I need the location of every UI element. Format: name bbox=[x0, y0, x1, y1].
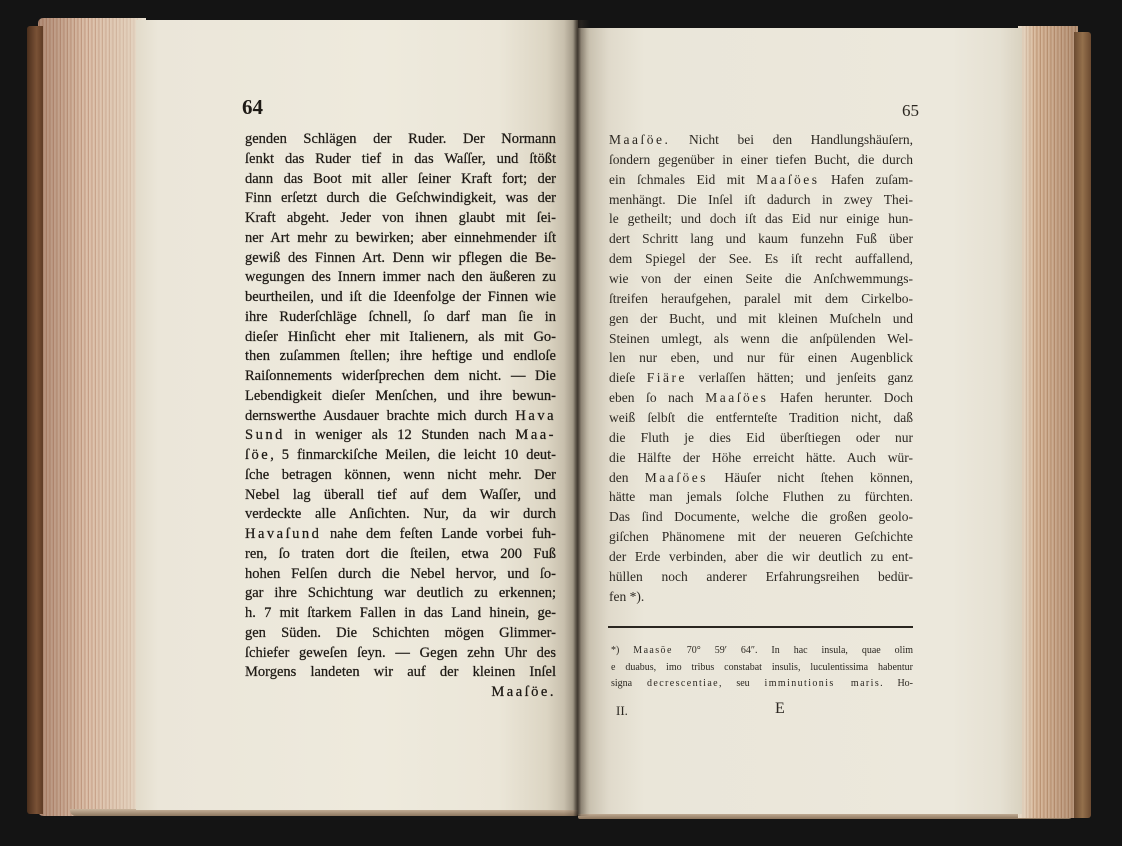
text-line: wie von der einen Seite die Anſchwemmungs- bbox=[609, 271, 913, 287]
text-line: gewiß des Finnen Art. Denn wir pflegen die Be- bbox=[245, 249, 556, 266]
text-line: ner Art mehr zu bewirken; aber einnehmender iſt bbox=[245, 229, 556, 246]
text-segment: dieſe bbox=[609, 370, 636, 386]
left-page-text bbox=[245, 130, 556, 703]
catchword: Maaſöe. bbox=[491, 684, 556, 700]
text-segment: , seu bbox=[719, 678, 750, 689]
text-line: le getheilt; und doch iſt das Eid nur einige hun- bbox=[609, 211, 913, 227]
text-segment: nahe dem feſten Lande vorbei fuh- bbox=[330, 526, 556, 542]
text-segment: Nicht bei den Handlungshäuſern, bbox=[688, 132, 913, 147]
right-page-text bbox=[609, 130, 913, 607]
spaced-text: Maaſöes bbox=[705, 390, 769, 406]
spaced-text: Maa- bbox=[515, 427, 557, 444]
page-stack-bottom-left bbox=[70, 809, 578, 816]
text-segment: verlaſſen hätten; und jenſeits ganz bbox=[698, 370, 913, 386]
text-line bbox=[609, 468, 913, 488]
text-line: Nebel lag überall tief auf dem Waſſer, und bbox=[245, 486, 556, 503]
text-line: hohen Felſen durch die Nebel hervor, und ſo- bbox=[245, 565, 556, 582]
text-segment: 70° 59′ 64″. In hac insula, quae olim bbox=[686, 645, 914, 656]
text-line bbox=[245, 683, 556, 703]
text-line: verdeckte alle Anſichten. Nur, da wir durch bbox=[245, 506, 556, 523]
text-line: Kraft abgeht. Jeder von ihnen glaubt mit ſei- bbox=[245, 210, 556, 226]
text-line bbox=[609, 170, 913, 190]
text-line: Lebendigkeit dieſer Menſchen, und ihre bewun- bbox=[245, 387, 556, 404]
text-line bbox=[245, 407, 556, 427]
text-line: ihre Ruderſchläge ſchnell, ſo darf man ſie in bbox=[245, 308, 556, 325]
footnote-line bbox=[611, 643, 913, 660]
text-segment: den bbox=[609, 469, 629, 485]
text-line: gar ihre Schichtung war deutlich zu erkennen; bbox=[245, 585, 556, 602]
text-line: hätte man jemals ſolche Fluthen zu fürchten. bbox=[609, 489, 913, 505]
spaced-text: Maaſöes bbox=[756, 171, 820, 187]
text-line: gen Süden. Die Schichten mögen Glimmer- bbox=[245, 624, 556, 641]
text-line: weiß ſelbſt die entfernteſte Tradition nicht, daß bbox=[609, 410, 913, 426]
spaced-text: ſöe bbox=[245, 447, 271, 463]
text-line: der Erde verbinden, aber die wir deutlich zu ent- bbox=[609, 549, 913, 565]
spaced-text: Havaſund bbox=[245, 526, 322, 542]
spaced-text: decrescentiae bbox=[646, 678, 720, 689]
spaced-text: Sund bbox=[245, 427, 285, 444]
text-line: fen *). bbox=[609, 588, 645, 604]
text-segment: *) bbox=[611, 645, 620, 656]
text-line: die Fluth je dies Eid überſtiegen oder nur bbox=[609, 429, 913, 445]
spaced-text: Fiäre bbox=[646, 370, 687, 386]
text-segment: . Ho- bbox=[880, 678, 914, 689]
text-line: ſenkt das Ruder tief in das Waſſer, und ſtößt bbox=[245, 150, 556, 167]
text-line bbox=[245, 426, 556, 446]
text-line: dieſer Hinſicht eher mit Italienern, als mit Go- bbox=[245, 328, 556, 345]
text-line: ſche betragen können, wenn nicht mehr. Der bbox=[245, 466, 556, 483]
text-segment: signa bbox=[611, 678, 633, 689]
text-line: hüllen noch anderer Erfahrungsreihen bedür- bbox=[609, 568, 913, 584]
text-line: beurtheilen, und iſt die Ideenfolge der Finnen wie bbox=[245, 289, 556, 305]
text-line: Finn erſetzt durch die Geſchwindigkeit, was der bbox=[245, 190, 556, 207]
text-segment: in weniger als 12 Stunden nach bbox=[294, 427, 506, 444]
page-edges-right bbox=[1018, 26, 1078, 818]
spaced-text: Maasöe bbox=[633, 645, 673, 656]
text-segment: ein ſchmales Eid mit bbox=[609, 171, 745, 187]
text-line bbox=[609, 368, 913, 388]
text-line: dem Spiegel der See. Es iſt recht auffallend, bbox=[609, 251, 913, 267]
text-line: menhängt. Die Inſel iſt dadurch in zwey Thei- bbox=[609, 191, 913, 207]
footnote-line: e duabus, imo tribus constabat insulis, luculentissima habentur bbox=[611, 661, 913, 673]
text-line: ſchiefer geweſen ſeyn. — Gegen zehn Uhr des bbox=[245, 644, 556, 661]
text-line: h. 7 mit ſtarkem Fallen in das Land hinein, ge- bbox=[245, 605, 556, 621]
text-line: dert Schritt lang und kaum funzehn Fuß über bbox=[609, 231, 913, 247]
sheet-signature: E bbox=[775, 700, 785, 717]
page-number-left: 64 bbox=[242, 95, 263, 119]
spaced-text: Hava bbox=[515, 407, 557, 424]
text-line bbox=[609, 388, 913, 408]
text-segment: Häuſer nicht ſtehen können, bbox=[724, 469, 914, 485]
text-segment: dernswerthe Ausdauer brachte mich durch bbox=[245, 407, 508, 424]
text-line: giſchen Phänomene mit der neueren Geſchichte bbox=[609, 529, 913, 545]
text-segment: eben ſo nach bbox=[609, 390, 694, 406]
text-line: gen der Bucht, und mit kleinen Muſcheln und bbox=[609, 310, 913, 326]
text-line: Steinen umlegt, als wenn die anſpülenden Wel- bbox=[609, 330, 913, 346]
text-line: ſtreifen heraufgehen, paralel mit dem Cirkelbo- bbox=[609, 290, 913, 306]
text-line: then zuſammen ſtellen; ihre heftige und endloſe bbox=[245, 348, 556, 365]
text-line bbox=[609, 130, 913, 150]
text-line bbox=[245, 525, 556, 545]
text-line: genden Schlägen der Ruder. Der Normann bbox=[245, 131, 556, 147]
text-line bbox=[245, 446, 556, 466]
spaced-text: Maaſöes bbox=[644, 469, 709, 485]
book-cover-right bbox=[1074, 32, 1091, 818]
text-line: wegungen des Innern immer nach den äußeren zu bbox=[245, 269, 556, 286]
spaced-text: Maaſöe. bbox=[609, 132, 671, 147]
text-line: die Hälfte der Höhe erreicht hätte. Auch wür- bbox=[609, 449, 913, 465]
text-line: Das ſind Documente, welche die großen geolo- bbox=[609, 509, 913, 525]
text-line: Morgens landeten wir auf der kleinen Inſel bbox=[245, 664, 556, 681]
text-line: Raiſonnements widerſprechen dem nicht. — Die bbox=[245, 368, 556, 384]
page-number-right: 65 bbox=[902, 101, 919, 120]
book-cover-left bbox=[27, 26, 43, 814]
text-segment: , 5 finmarckiſche Meilen, die leicht 10 deut- bbox=[270, 447, 556, 463]
footnote bbox=[611, 643, 913, 693]
text-line: dann das Boot mit aller ſeiner Kraft fort; der bbox=[245, 170, 556, 187]
spaced-text: imminutionis maris bbox=[764, 678, 881, 689]
volume-signature: II. bbox=[616, 703, 628, 718]
book-spine-gutter bbox=[564, 20, 590, 816]
text-segment: Hafen zuſam- bbox=[831, 171, 914, 187]
text-segment: Hafen herunter. Doch bbox=[780, 390, 913, 406]
footnote-rule bbox=[608, 626, 913, 628]
footnote-line bbox=[611, 676, 913, 693]
text-line: ſondern gegenüber in einer tiefen Bucht, die durch bbox=[609, 151, 913, 167]
text-line: len nur eben, und nur für einen Augenblick bbox=[609, 350, 913, 366]
text-line: ren, ſo traten dort die ſteilen, etwa 200 Fuß bbox=[245, 545, 556, 562]
page-edges-left bbox=[38, 18, 146, 816]
